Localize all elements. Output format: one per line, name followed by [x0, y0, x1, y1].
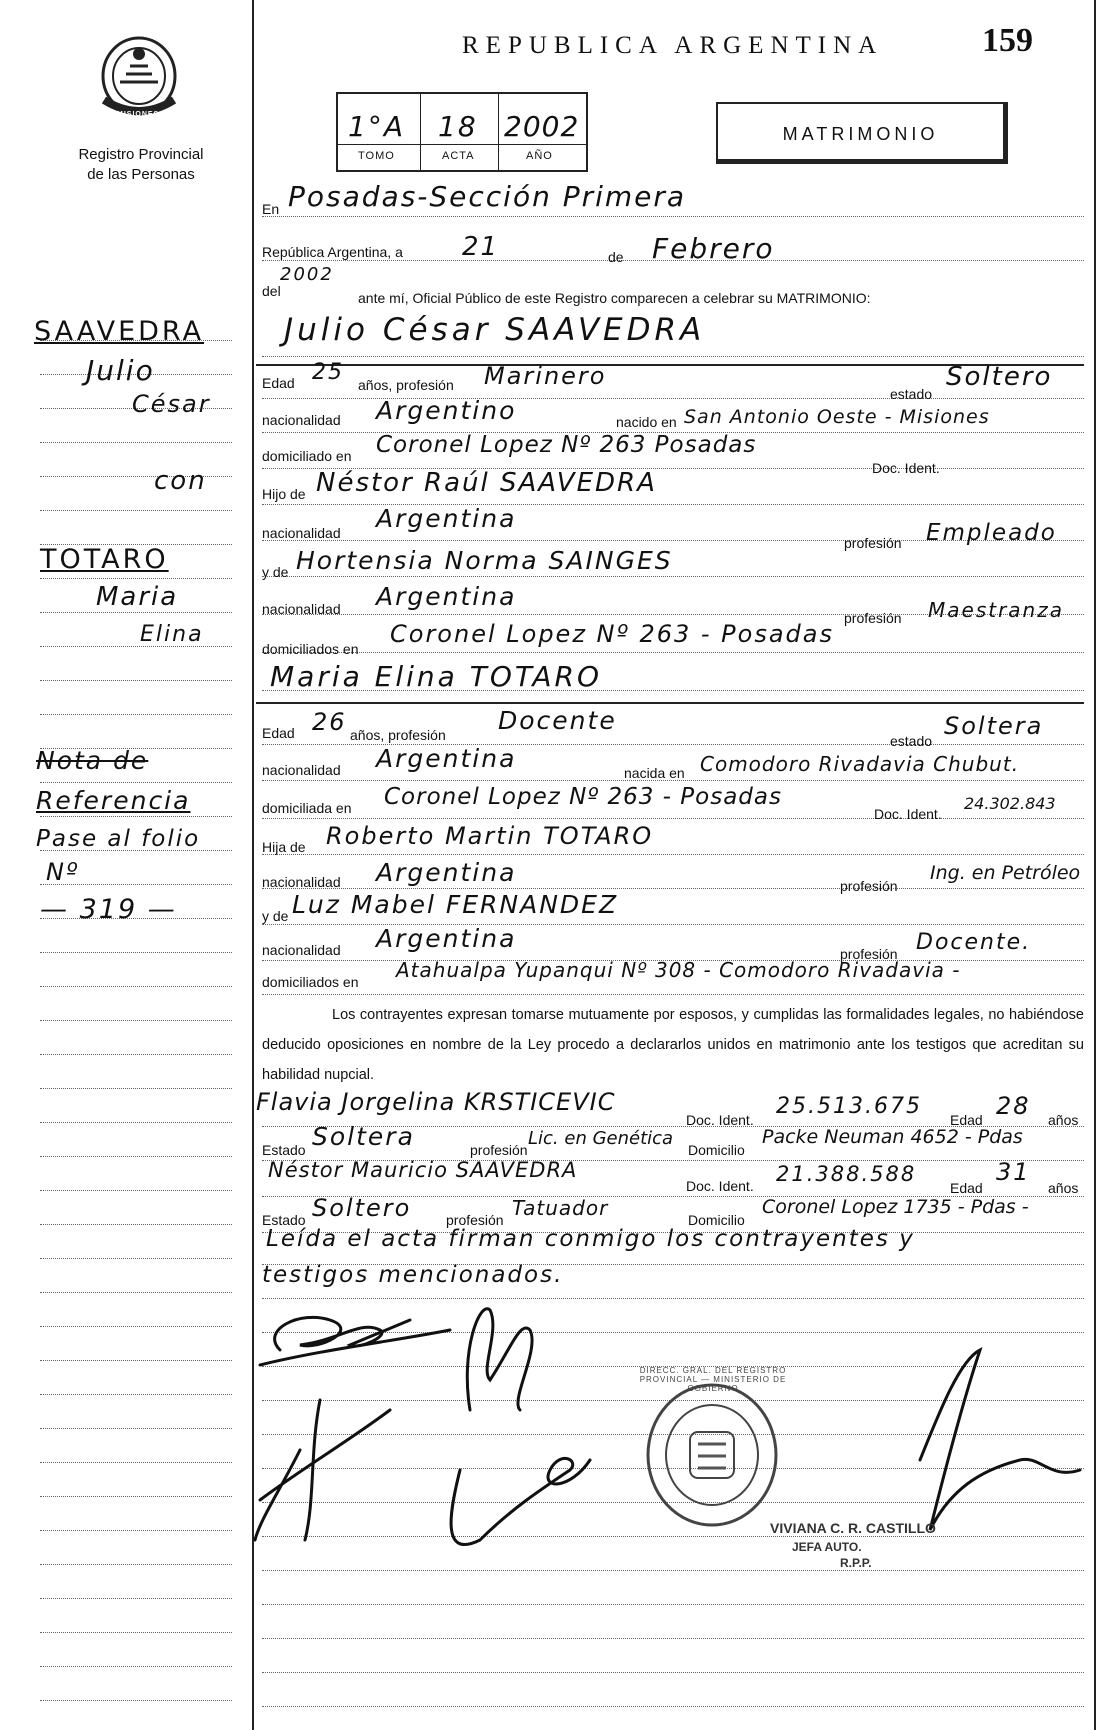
label-w1-domicilio: Domicilio — [688, 1142, 745, 1158]
groom-birthplace: San Antonio Oeste - Misiones — [684, 406, 990, 428]
label-ante: ante mí, Oficial Público de este Registro comparecen a celebrar su MATRIMONIO: — [358, 290, 871, 306]
margin-note-4: Nº — [46, 858, 80, 886]
label-estado-bride: estado — [890, 733, 933, 749]
margin-rule-line — [40, 1360, 232, 1361]
margin-rule-line — [40, 1632, 232, 1633]
bride-parents-address: Atahualpa Yupanqui Nº 308 - Comodoro Rivadavia - — [396, 958, 961, 982]
groom-father-nationality: Argentina — [376, 504, 517, 533]
signature-witness-2 — [451, 1458, 590, 1544]
label-edad: Edad — [262, 375, 295, 391]
groom-mother: Hortensia Norma SAINGES — [296, 546, 673, 575]
registry-name-line-1: Registro Provincial — [78, 146, 204, 163]
margin-rule-line — [40, 1666, 232, 1667]
year-value: 2002 — [280, 264, 334, 285]
label-doc-ident-bride: Doc. Ident. — [874, 806, 942, 822]
signature-rule-line — [262, 1638, 1084, 1639]
body-rule-line — [262, 888, 1084, 889]
body-rule-line — [262, 818, 1084, 819]
label-republica: República Argentina, a — [262, 244, 403, 260]
anio-value: 2002 — [504, 110, 580, 143]
witness2-doc: 21.388.588 — [776, 1162, 917, 1186]
margin-rule-line — [40, 680, 232, 681]
label-bride-father-nationality: nacionalidad — [262, 874, 341, 890]
bride-mother-profession: Docente. — [916, 930, 1032, 955]
label-bride-mother-nationality: nacionalidad — [262, 942, 341, 958]
margin-rule-line — [40, 1292, 232, 1293]
margin-rule-line — [40, 782, 232, 783]
bride-separator — [256, 702, 1084, 704]
margin-rule-line — [40, 1190, 232, 1191]
margin-rule-line — [40, 1394, 232, 1395]
margin-given-bride-1: Maria — [96, 582, 179, 612]
groom-name: Julio César SAAVEDRA — [284, 312, 706, 348]
official-stamp-icon — [642, 1380, 782, 1530]
body-rule-line — [262, 576, 1084, 577]
margin-rule-line — [40, 1054, 232, 1055]
groom-nationality: Argentino — [376, 396, 517, 425]
act-type-box — [716, 102, 1008, 164]
margin-given-groom-1: Julio — [86, 354, 155, 387]
margin-rule-line — [40, 1530, 232, 1531]
groom-status: Soltero — [946, 362, 1053, 392]
label-doc-ident: Doc. Ident. — [872, 460, 940, 476]
bride-birthplace: Comodoro Rivadavia Chubut. — [700, 752, 1020, 776]
label-domiciliada-en: domiciliada en — [262, 800, 352, 816]
signature-bride — [467, 1309, 532, 1410]
act-type-label: MATRIMONIO — [782, 124, 939, 144]
label-w2-estado: Estado — [262, 1212, 306, 1228]
margin-rule-line — [40, 578, 232, 579]
place-value: Posadas-Sección Primera — [288, 180, 687, 213]
signature-groom — [260, 1317, 450, 1365]
label-w2-domicilio: Domicilio — [688, 1212, 745, 1228]
label-bride-father-profession: profesión — [840, 878, 898, 894]
margin-connector: con — [154, 466, 207, 496]
signature-witness-1 — [255, 1400, 390, 1540]
bride-mother-nationality: Argentina — [376, 924, 517, 953]
margin-rule-line — [40, 1122, 232, 1123]
margin-rule-line — [40, 1428, 232, 1429]
body-rule-line — [262, 854, 1084, 855]
bride-name: Maria Elina TOTARO — [270, 660, 603, 693]
margin-rule-line — [40, 714, 232, 715]
label-mother-profession: profesión — [844, 610, 902, 626]
official-office: R.P.P. — [840, 1556, 872, 1570]
signature-official — [920, 1350, 1080, 1530]
margin-note-1: Nota de — [36, 746, 149, 775]
label-estado: estado — [890, 386, 933, 402]
margin-rule-line — [40, 1598, 232, 1599]
acta-value: 18 — [438, 110, 478, 143]
margin-given-groom-2: César — [132, 390, 211, 418]
label-w2-doc: Doc. Ident. — [686, 1178, 754, 1194]
label-w2-edad: Edad — [950, 1180, 983, 1196]
anio-label: AÑO — [526, 150, 553, 162]
registry-name-line-2: de las Personas — [87, 166, 195, 183]
margin-rule-line — [40, 510, 232, 511]
bride-doc: 24.302.843 — [964, 794, 1056, 813]
margin-given-bride-2: Elina — [140, 622, 204, 647]
label-nacida-en: nacida en — [624, 765, 685, 781]
witness1-address: Packe Neuman 4652 - Pdas — [762, 1126, 1023, 1148]
witness2-name: Néstor Mauricio SAAVEDRA — [268, 1158, 578, 1182]
margin-rule-line — [40, 816, 232, 817]
label-mother-nationality: nacionalidad — [262, 601, 341, 617]
closing-line-1: Leída el acta firman conmigo los contrayentes y — [266, 1226, 915, 1252]
groom-parents-address: Coronel Lopez Nº 263 - Posadas — [390, 620, 834, 648]
seal-label: MISIONES — [117, 111, 160, 118]
signature-rule-line — [262, 1706, 1084, 1707]
witness1-profession: Lic. en Genética — [528, 1128, 674, 1149]
stamp-ring-text: DIRECC. GRAL. DEL REGISTRO PROVINCIAL — MINISTERIO DE GOBIERNO — [639, 1366, 787, 1393]
official-name: VIVIANA C. R. CASTILLO — [770, 1520, 936, 1536]
label-father-profession: profesión — [844, 535, 902, 551]
label-y-de: y de — [262, 564, 289, 580]
witness1-doc: 25.513.675 — [776, 1094, 922, 1119]
margin-note-3: Pase al folio — [36, 826, 201, 852]
country-title: REPUBLICA ARGENTINA — [462, 32, 884, 59]
margin-rule-line — [40, 1564, 232, 1565]
body-rule-line — [262, 356, 1084, 357]
margin-note-2: Referencia — [36, 786, 191, 815]
label-nacionalidad: nacionalidad — [262, 412, 341, 428]
margin-rule-line — [40, 986, 232, 987]
label-de: de — [608, 249, 624, 265]
label-anos-profesion-bride: años, profesión — [350, 727, 446, 743]
margin-surname-groom: SAAVEDRA — [34, 316, 205, 347]
body-rule-line — [262, 216, 1084, 217]
bride-father-nationality: Argentina — [376, 858, 517, 887]
witness2-address: Coronel Lopez 1735 - Pdas - — [762, 1196, 1029, 1218]
acta-label: ACTA — [442, 150, 475, 162]
label-w1-doc: Doc. Ident. — [686, 1112, 754, 1128]
label-w1-profesion: profesión — [470, 1142, 528, 1158]
groom-mother-nationality: Argentina — [376, 582, 517, 611]
bride-father-profession: Ing. en Petróleo — [930, 862, 1081, 884]
groom-father-profession: Empleado — [926, 520, 1057, 546]
closing-line-2: testigos mencionados. — [262, 1262, 564, 1288]
margin-rule-line — [40, 1020, 232, 1021]
label-w2-anos: años — [1048, 1180, 1079, 1196]
margin-rule-line — [40, 1496, 232, 1497]
label-w2-profesion: profesión — [446, 1212, 504, 1228]
label-domiciliados-en-bride: domiciliados en — [262, 974, 359, 990]
label-w1-edad: Edad — [950, 1112, 983, 1128]
witness1-age: 28 — [996, 1092, 1031, 1120]
groom-profession: Marinero — [484, 362, 607, 390]
bride-profession: Docente — [498, 706, 617, 735]
label-father-nationality: nacionalidad — [262, 525, 341, 541]
groom-age: 25 — [312, 360, 344, 385]
margin-note-5: — 319 — — [40, 894, 177, 925]
label-nacionalidad-bride: nacionalidad — [262, 762, 341, 778]
declaration-text: Los contrayentes expresan tomarse mutuamente por esposos, y cumplidas las formalidades legales, no habiéndose deducido oposiciones en nombre de la Ley procedo a declararlos unidos en matrimonio ante los testigos que acreditan su habilidad nupcial. — [262, 1007, 1084, 1083]
tomo-value: 1°A — [348, 110, 405, 143]
groom-father: Néstor Raúl SAAVEDRA — [316, 468, 657, 498]
bride-mother: Luz Mabel FERNANDEZ — [292, 890, 619, 919]
bride-address: Coronel Lopez Nº 263 - Posadas — [384, 784, 782, 810]
margin-rule-line — [40, 1224, 232, 1225]
signature-rule-line — [262, 1604, 1084, 1605]
margin-rule-line — [40, 612, 232, 613]
margin-surname-bride: TOTARO — [40, 544, 169, 575]
witness1-status: Soltera — [312, 1122, 415, 1151]
witness2-age: 31 — [996, 1158, 1031, 1186]
label-bride-mother-profession: profesión — [840, 946, 898, 962]
page-number: 159 — [982, 22, 1033, 59]
groom-mother-profession: Maestranza — [928, 598, 1064, 622]
bride-nationality: Argentina — [376, 744, 517, 773]
label-edad-bride: Edad — [262, 725, 295, 741]
label-domiciliado-en: domiciliado en — [262, 448, 352, 464]
label-w1-estado: Estado — [262, 1142, 306, 1158]
label-domiciliados-en: domiciliados en — [262, 641, 359, 657]
label-anos-profesion: años, profesión — [358, 377, 454, 393]
witness2-profession: Tatuador — [512, 1196, 609, 1220]
label-hija-de: Hija de — [262, 839, 306, 855]
body-rule-line — [262, 652, 1084, 653]
label-w1-anos: años — [1048, 1112, 1079, 1128]
day-value: 21 — [462, 232, 500, 262]
tomo-label: TOMO — [358, 150, 395, 162]
margin-rule-line — [40, 1700, 232, 1701]
bride-status: Soltera — [944, 712, 1044, 740]
margin-rule-line — [40, 1326, 232, 1327]
witness1-name: Flavia Jorgelina KRSTICEVIC — [256, 1088, 616, 1116]
margin-rule-line — [40, 1258, 232, 1259]
groom-address: Coronel Lopez Nº 263 Posadas — [376, 432, 757, 458]
margin-rule-line — [40, 952, 232, 953]
bride-father: Roberto Martin TOTARO — [326, 822, 654, 850]
label-en: En — [262, 201, 280, 217]
month-value: Febrero — [652, 232, 775, 265]
record-box — [336, 92, 588, 172]
label-hijo-de: Hijo de — [262, 486, 306, 502]
signature-rule-line — [262, 1672, 1084, 1673]
margin-rule-line — [40, 1088, 232, 1089]
margin-rule-line — [40, 442, 232, 443]
body-rule-line — [262, 994, 1084, 995]
label-nacido-en: nacido en — [616, 414, 677, 430]
bride-age: 26 — [312, 708, 347, 736]
witness2-status: Soltero — [312, 1194, 412, 1222]
label-del: del — [262, 283, 281, 299]
label-y-de-bride: y de — [262, 908, 289, 924]
margin-rule-line — [40, 1156, 232, 1157]
official-title: JEFA AUTO. — [792, 1540, 862, 1554]
margin-rule-line — [40, 1462, 232, 1463]
